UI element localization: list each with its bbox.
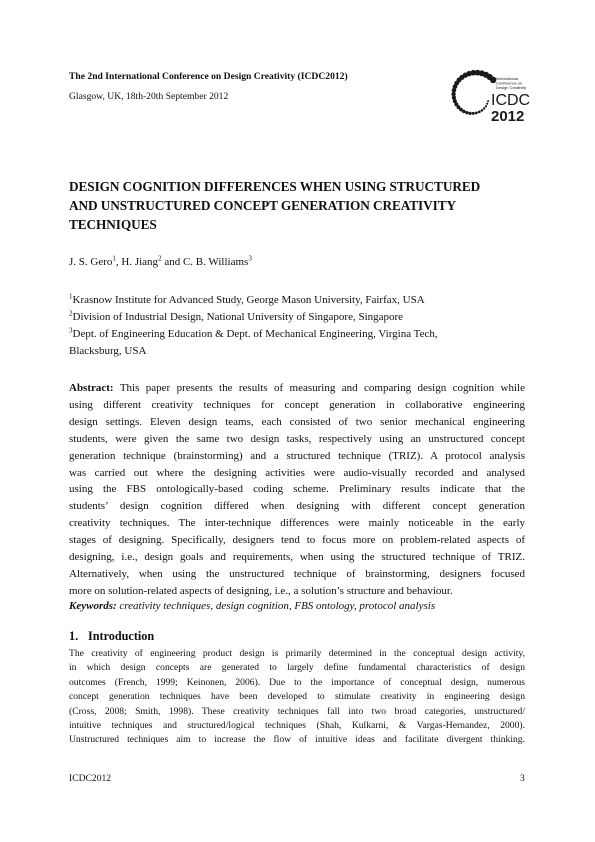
- conference-location-dates: Glasgow, UK, 18th-20th September 2012: [69, 91, 229, 102]
- logo-dot: [478, 111, 481, 114]
- logo-small-text-2: Conference on: [496, 80, 523, 86]
- affiliation: $^2$Division of Industrial Design, National University of Singapore, Singapore: [69, 309, 404, 323]
- author-name: C. B. Williams: [182, 256, 249, 268]
- section-number: 1.: [69, 629, 79, 643]
- abstract: Abstract: This paper presents the results of measuring and comparing design cognition while using different creativity techniques for concept generation in collaborative engineering design settings. Eleven design teams, each consisted of two senior mechanical engineering students, were given the same two design tasks, respectively using an unstructured concept generation technique (brainstorming) and a structured technique (TRIZ). A protocol analysis was carried out where the designing activities were audio-visually recorded and analysed using the FBS ontologically-based coding scheme. Preliminary results indicate that the students’ design cognition differed when designing with different concept generation creativity techniques. The inter-technique differences were mainly noticeable in the early stages of designing. Specifically, designers tend to focus more on problem-related aspects of designing, i.e., design goals and requirements, when using the structured technique of TRIZ. Alternatively, when using the unstructured technique of brainstorming, designers focused more on solution-related aspects of designing, i.e., a solution’s structure and behaviour.: [69, 382, 525, 597]
- keywords-label: Keywords:: [69, 600, 117, 612]
- keywords-text: creativity techniques, design cognition, FBS ontology, protocol analysis: [119, 600, 436, 612]
- logo-dot: [465, 111, 468, 114]
- paper-title: [69, 177, 529, 234]
- logo-dot: [468, 112, 471, 115]
- author-name: H. Jiang: [121, 256, 159, 268]
- logo-dot: [452, 96, 456, 100]
- logo-acronym: ICDC: [491, 92, 531, 109]
- logo-dot: [472, 112, 475, 115]
- logo-small-text-3: Design Creativity: [496, 85, 527, 90]
- logo-dot: [487, 100, 489, 102]
- logo-dot: [483, 107, 485, 109]
- section-title: Introduction: [88, 629, 155, 643]
- title-line: DESIGN COGNITION DIFFERENCES WHEN USING STRUCTURED: [69, 179, 481, 194]
- title-line: TECHNIQUES: [69, 217, 157, 232]
- author-superscript: 2: [158, 254, 162, 263]
- icdc-logo: [444, 62, 544, 128]
- abstract-label: Abstract:: [69, 382, 114, 394]
- affiliation-list: [69, 292, 529, 360]
- affiliation: $^3$Dept. of Engineering Education & Dept. of Mechanical Engineering, Virgina Tech,: [69, 326, 438, 340]
- keywords: [69, 600, 525, 612]
- logo-dot: [451, 92, 455, 96]
- author-name: J. S. Gero: [69, 256, 113, 268]
- author-list: J. S. Gero$^1$, H. Jiang$^2$ and C. B. Williams$^3$: [69, 254, 252, 268]
- author-superscript: 1: [112, 254, 116, 263]
- author-superscript: 3: [248, 254, 252, 263]
- affiliation: Blacksburg, USA: [69, 345, 147, 357]
- title-line: AND UNSTRUCTURED CONCEPT GENERATION CREATIVITY: [69, 198, 456, 213]
- conference-title: The 2nd International Conference on Design Creativity (ICDC2012): [69, 71, 348, 82]
- section-heading: [69, 629, 154, 644]
- logo-dot: [475, 111, 478, 114]
- affiliation: $^1$Krasnow Institute for Advanced Study, George Mason University, Fairfax, USA: [69, 292, 425, 306]
- logo-dot: [462, 110, 466, 114]
- introduction-text: The creativity of engineering product design is primarily determined in the conceptual design activity, in which design concepts are generated to largely define fundamental characteristics of design outcomes (French, 1999; Keinonen, 2006). Due to the importance of conceptual design, numerous concept generation techniques have been developed to stimulate creativity in engineering design (Cross, 2008; Smith, 1998). These creativity techniques fall into two broad categories, unstructured/ intuitive techniques and structured/logical techniques (Shah, Kulkarni, & Vargas-Hernandez, 2000). Unstructured techniques aim to increase the flow of intuitive ideas and facilitate divergent thinking.: [69, 648, 525, 746]
- logo-year: 2012: [491, 108, 525, 125]
- logo-dot: [485, 105, 487, 107]
- logo-dot: [481, 109, 484, 112]
- footer-conference: ICDC2012: [69, 773, 112, 784]
- logo-dot: [486, 103, 488, 105]
- page-number: 3: [520, 773, 525, 784]
- logo-small-text-1: International: [496, 76, 519, 81]
